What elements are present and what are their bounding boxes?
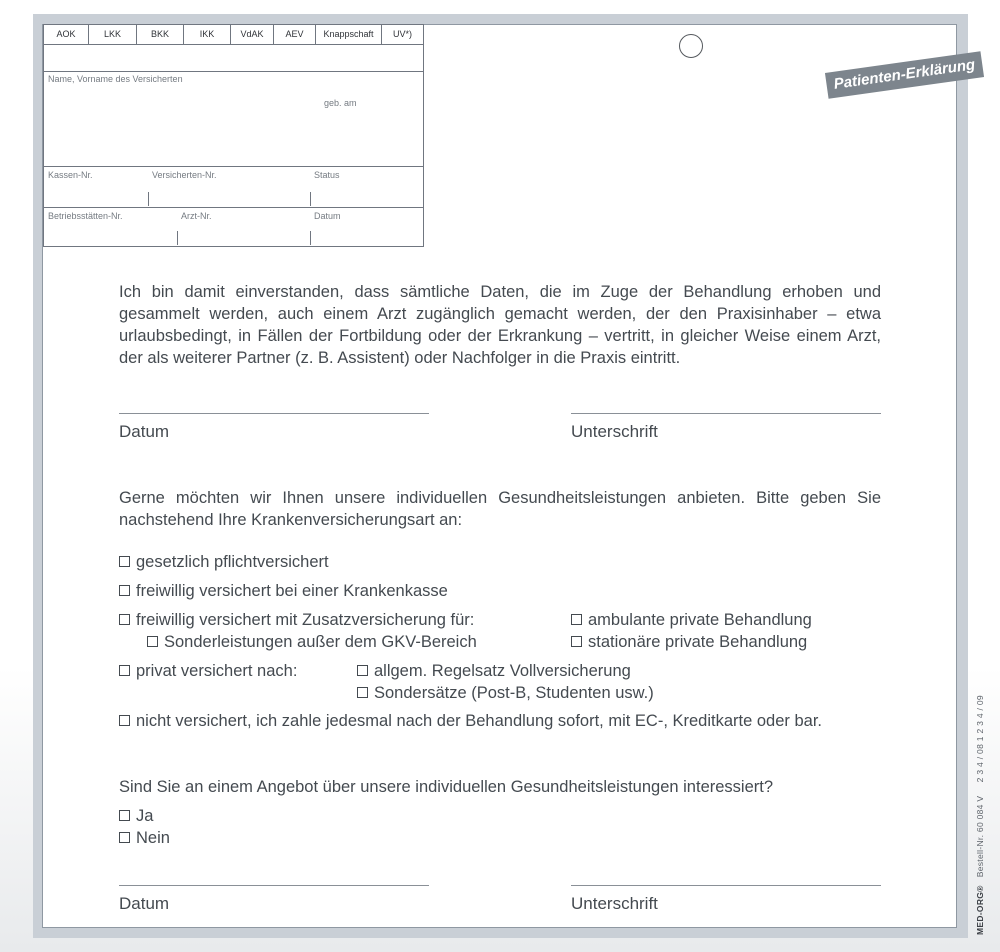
answer-ja[interactable]: Ja [119,807,153,826]
checkbox-icon[interactable] [147,636,158,647]
kasse-aok[interactable]: AOK [44,25,89,44]
checkbox-icon[interactable] [119,715,130,726]
order-number: Bestell-Nr. 60 084 V [975,795,985,878]
checkbox-icon[interactable] [119,585,130,596]
patient-declaration-badge: Patienten-Erklärung [825,51,984,99]
signature-line-2[interactable] [571,885,881,886]
kasse-knappschaft[interactable]: Knappschaft [316,25,382,44]
status-label: Status [314,170,340,180]
date-line-1[interactable] [119,413,429,414]
checkbox-icon[interactable] [119,665,130,676]
interest-question: Sind Sie an einem Angebot über unsere individuellen Gesundheitsleistungen interessiert? [119,778,774,796]
option-ambulant[interactable]: ambulante private Behandlung [571,611,812,630]
header-datum-label: Datum [314,211,341,221]
igel-intro-text: Gerne möchten wir Ihnen unsere individuellen Gesundheitsleistungen anbieten. Bitte geben Sie nachstehend Ihre Krankenversicherungsart an: [119,489,881,529]
signature-line-1[interactable] [571,413,881,414]
checkbox-icon[interactable] [571,636,582,647]
date-label-2: Datum [119,894,170,913]
checkbox-icon[interactable] [571,614,582,625]
kassen-nr-label: Kassen-Nr. [48,170,93,180]
date-label-1: Datum [119,422,170,441]
checkbox-icon[interactable] [119,614,130,625]
kasse-aev[interactable]: AEV [274,25,316,44]
kasse-vdak[interactable]: VdAK [231,25,274,44]
checkbox-icon[interactable] [119,832,130,843]
option-gesetzlich[interactable]: gesetzlich pflichtversichert [119,553,329,572]
checkbox-icon[interactable] [357,687,368,698]
name-label: Name, Vorname des Versicherten [48,74,183,84]
option-freiwillig[interactable]: freiwillig versichert bei einer Krankenkasse [119,582,448,601]
checkbox-icon[interactable] [119,556,130,567]
kasse-lkk[interactable]: LKK [89,25,137,44]
versicherten-nr-label: Versicherten-Nr. [152,170,217,180]
date-line-2[interactable] [119,885,429,886]
option-sonderleistungen[interactable]: Sonderleistungen außer dem GKV-Bereich [147,633,477,652]
option-allgem-regelsatz[interactable]: allgem. Regelsatz Vollversicherung [357,662,631,681]
signature-label-2: Unterschrift [571,894,658,913]
consent-text: Ich bin damit einverstanden, dass sämtliche Daten, die im Zuge der Behandlung erhoben und gesammelt werden, auch einem Arzt zugänglich gemacht werden, der den Praxisinhaber – etwa urlaubsbedingt, in Fällen der Fortbildung oder der Erkrankung – vertritt, in gleicher Weise einem Arzt, der als weiterer Partner (z. B. Assistent) oder Nachfolger in die Praxis eintritt. [119,283,881,367]
option-privat[interactable]: privat versichert nach: [119,662,297,681]
punch-hole-right [679,34,703,58]
brand-logo: MED-ORG® [975,885,985,935]
birthdate-label: geb. am [324,98,357,108]
arzt-nr-label: Arzt-Nr. [181,211,212,221]
checkbox-icon[interactable] [357,665,368,676]
kasse-uv[interactable]: UV*) [392,29,412,39]
option-nicht-versichert[interactable]: nicht versichert, ich zahle jedesmal nach der Behandlung sofort, mit EC-, Kreditkarte oder bar. [119,712,822,731]
print-codes: 2 3 4 / 08 1 2 3 4 / 09 [975,695,985,783]
kasse-bkk[interactable]: BKK [137,25,184,44]
insurance-type-row [44,25,423,45]
option-stationaer[interactable]: stationäre private Behandlung [571,633,807,652]
side-imprint [975,695,985,935]
checkbox-icon[interactable] [119,810,130,821]
option-sondersaetze[interactable]: Sondersätze (Post-B, Studenten usw.) [357,684,654,703]
betriebsstaetten-label: Betriebsstätten-Nr. [48,211,123,221]
option-zusatzversicherung[interactable]: freiwillig versichert mit Zusatzversicherung für: [119,611,474,630]
kasse-ikk[interactable]: IKK [184,25,231,44]
signature-label-1: Unterschrift [571,422,658,441]
answer-nein[interactable]: Nein [119,829,170,848]
insurance-data-box [43,24,424,247]
